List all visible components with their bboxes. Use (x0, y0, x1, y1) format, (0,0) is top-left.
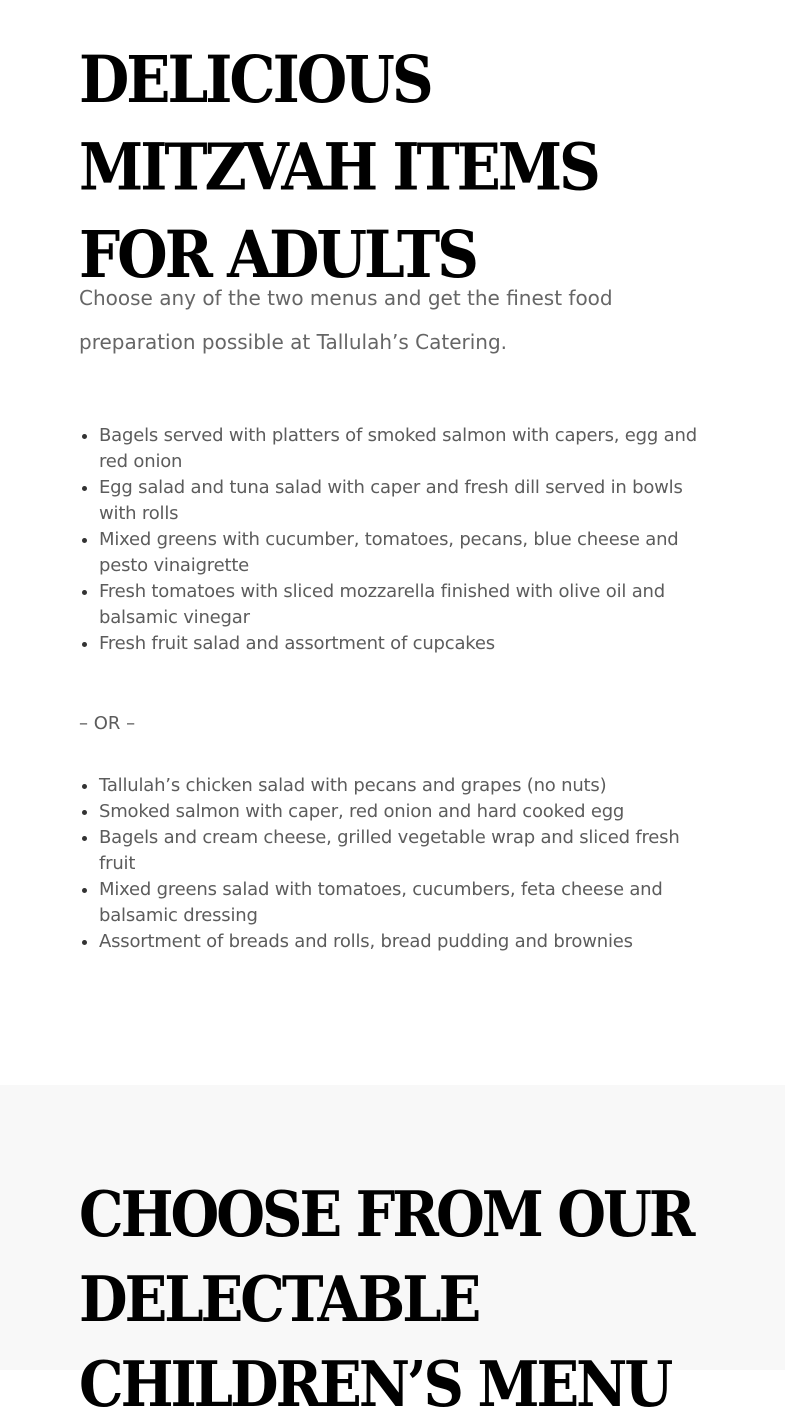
adults-menu-heading: DELICIOUS MITZVAH ITEMS FOR ADULTS (79, 41, 598, 293)
list-item: • Assortment of breads and rolls, bread pudding and brownies (99, 929, 704, 955)
list-item: • Smoked salmon with caper, red onion and hard cooked egg (99, 799, 704, 825)
list-item: • Mixed greens with cucumber, tomatoes, pecans, blue cheese and pesto vinaigrette (99, 527, 704, 579)
list-item: • Tallulah’s chicken salad with pecans and grapes (no nuts) (99, 773, 704, 799)
menu-one-list (79, 423, 704, 657)
list-item: • Mixed greens salad with tomatoes, cucumbers, feta cheese and balsamic dressing (99, 877, 704, 929)
menu-two-list (79, 773, 704, 955)
list-item: • Bagels and cream cheese, grilled vegetable wrap and sliced fresh fruit (99, 825, 704, 877)
kids-menu-heading: CHOOSE FROM OUR DELECTABLE CHILDREN’S MENU (79, 1177, 693, 1422)
or-divider: – OR – (79, 713, 136, 734)
list-item: • Fresh fruit salad and assortment of cupcakes (99, 631, 704, 657)
kids-menu-section (0, 1085, 785, 1422)
list-item: • Fresh tomatoes with sliced mozzarella finished with olive oil and balsamic vinegar (99, 579, 704, 631)
list-item: • Bagels served with platters of smoked salmon with capers, egg and red onion (99, 423, 704, 475)
list-item: • Egg salad and tuna salad with caper and fresh dill served in bowls with rolls (99, 475, 704, 527)
adults-menu-intro: Choose any of the two menus and get the finest food preparation possible at Tallulah’s Catering. (79, 286, 613, 354)
